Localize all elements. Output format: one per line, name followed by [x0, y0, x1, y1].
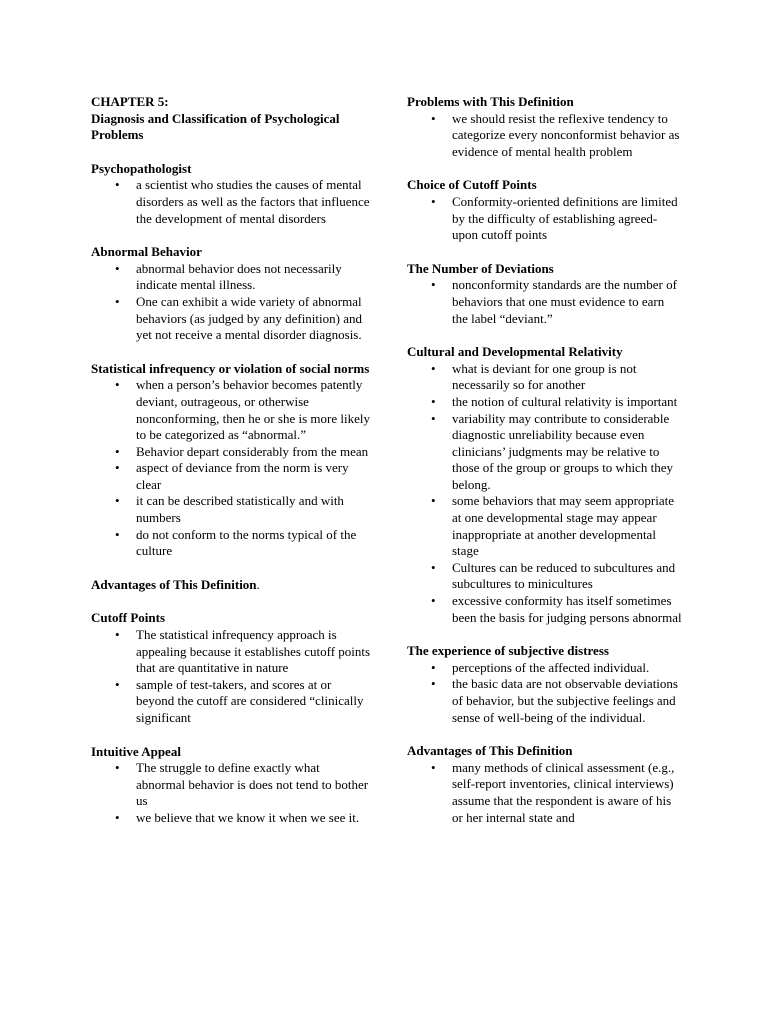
bullet-list	[91, 261, 371, 344]
section-heading-text: The experience of subjective distress	[407, 643, 609, 659]
bullet-item: • what is deviant for one group is not necessarily so for another	[407, 361, 682, 394]
bullet-item: • we believe that we know it when we see it.	[91, 810, 371, 827]
section-heading	[407, 643, 682, 660]
section-heading-text: Statistical infrequency or violation of social norms	[91, 360, 370, 376]
bullet-item: • Conformity-oriented definitions are limited by the difficulty of establishing agreed-upon cutoff points	[407, 194, 682, 244]
bullet-list	[91, 177, 371, 227]
section-heading-text: Psychopathologist	[91, 160, 192, 176]
section-heading-text: Cultural and Developmental Relativity	[407, 344, 623, 360]
bullet-item: • we should resist the reflexive tendency to categorize every nonconformist behavior as evidence of mental health problem	[407, 111, 682, 161]
bullet-item: • Behavior depart considerably from the mean	[91, 444, 371, 461]
section-heading-text: Advantages of This Definition	[91, 576, 257, 592]
bullet-item: • do not conform to the norms typical of the culture	[91, 527, 371, 560]
section	[407, 643, 682, 726]
bullet-item: • it can be described statistically and with numbers	[91, 493, 371, 526]
bullet-list	[407, 194, 682, 244]
right-column	[407, 94, 682, 843]
section	[91, 361, 371, 560]
section	[91, 610, 371, 726]
section-heading	[407, 261, 682, 278]
left-column	[91, 94, 371, 844]
section-heading-text: Cutoff Points	[91, 610, 166, 626]
bullet-list	[407, 760, 682, 826]
chapter-header	[91, 94, 371, 144]
section	[407, 94, 682, 160]
section-heading	[407, 94, 682, 111]
bullet-item: • nonconformity standards are the number of behaviors that one must evidence to earn the label “deviant.”	[407, 277, 682, 327]
section	[91, 744, 371, 827]
section-heading	[407, 344, 682, 361]
bullet-list	[407, 361, 682, 627]
bullet-item: • Cultures can be reduced to subcultures and subcultures to minicultures	[407, 560, 682, 593]
bullet-item: • variability may contribute to considerable diagnostic unreliability because even clinicians’ judgments may be relative to those of the group or groups to which they belong.	[407, 411, 682, 494]
section-heading	[407, 177, 682, 194]
section	[407, 177, 682, 243]
bullet-item: • the basic data are not observable deviations of behavior, but the subjective feelings and sense of well-being of the individual.	[407, 676, 682, 726]
bullet-list	[407, 660, 682, 726]
bullet-item: • The struggle to define exactly what abnormal behavior is does not tend to bother us	[91, 760, 371, 810]
section-heading	[91, 361, 371, 378]
bullet-item: • many methods of clinical assessment (e.g., self-report inventories, clinical interviews) assume that the respondent is aware of his or her internal state and	[407, 760, 682, 826]
bullet-item: • excessive conformity has itself sometimes been the basis for judging persons abnormal	[407, 593, 682, 626]
section	[91, 577, 371, 594]
bullet-list	[407, 111, 682, 161]
bullet-item: • some behaviors that may seem appropriate at one developmental stage may appear inappropriate at another developmental stage	[407, 493, 682, 559]
section-heading-text: The Number of Deviations	[407, 260, 554, 276]
section	[407, 344, 682, 626]
section-heading	[91, 161, 371, 178]
right-sections	[407, 94, 682, 826]
bullet-list	[91, 760, 371, 826]
bullet-list	[91, 377, 371, 560]
section-heading-text: Abnormal Behavior	[91, 244, 202, 260]
section-heading-tail: .	[256, 576, 260, 592]
bullet-item: • the notion of cultural relativity is important	[407, 394, 682, 411]
bullet-item: • when a person’s behavior becomes patently deviant, outrageous, or otherwise nonconforming, then he or she is more likely to be categorized as “abnormal.”	[91, 377, 371, 443]
section-heading-text: Choice of Cutoff Points	[407, 177, 537, 193]
section-heading	[407, 743, 682, 760]
bullet-list	[91, 627, 371, 727]
bullet-item: • One can exhibit a wide variety of abnormal behaviors (as judged by any definition) and yet not receive a mental disorder diagnosis.	[91, 294, 371, 344]
bullet-list	[407, 277, 682, 327]
bullet-item: • abnormal behavior does not necessarily indicate mental illness.	[91, 261, 371, 294]
bullet-item: • The statistical infrequency approach is appealing because it establishes cutoff points that are quantitative in nature	[91, 627, 371, 677]
bullet-item: • a scientist who studies the causes of mental disorders as well as the factors that influence the development of mental disorders	[91, 177, 371, 227]
section-heading	[91, 610, 371, 627]
chapter-label: CHAPTER 5:	[91, 94, 169, 109]
section-heading-text: Advantages of This Definition	[407, 743, 573, 759]
bullet-item: • perceptions of the affected individual.	[407, 660, 682, 677]
left-sections	[91, 161, 371, 827]
section-heading	[91, 244, 371, 261]
section-heading-text: Problems with This Definition	[407, 94, 574, 109]
bullet-item: • aspect of deviance from the norm is very clear	[91, 460, 371, 493]
section	[91, 161, 371, 227]
section	[407, 743, 682, 826]
bullet-item: • sample of test-takers, and scores at or beyond the cutoff are considered “clinically significant	[91, 677, 371, 727]
section-heading-text: Intuitive Appeal	[91, 743, 181, 759]
section	[91, 244, 371, 344]
section-heading	[91, 744, 371, 761]
section-heading	[91, 577, 371, 594]
section	[407, 261, 682, 327]
chapter-title: Diagnosis and Classification of Psychological Problems	[91, 110, 340, 143]
